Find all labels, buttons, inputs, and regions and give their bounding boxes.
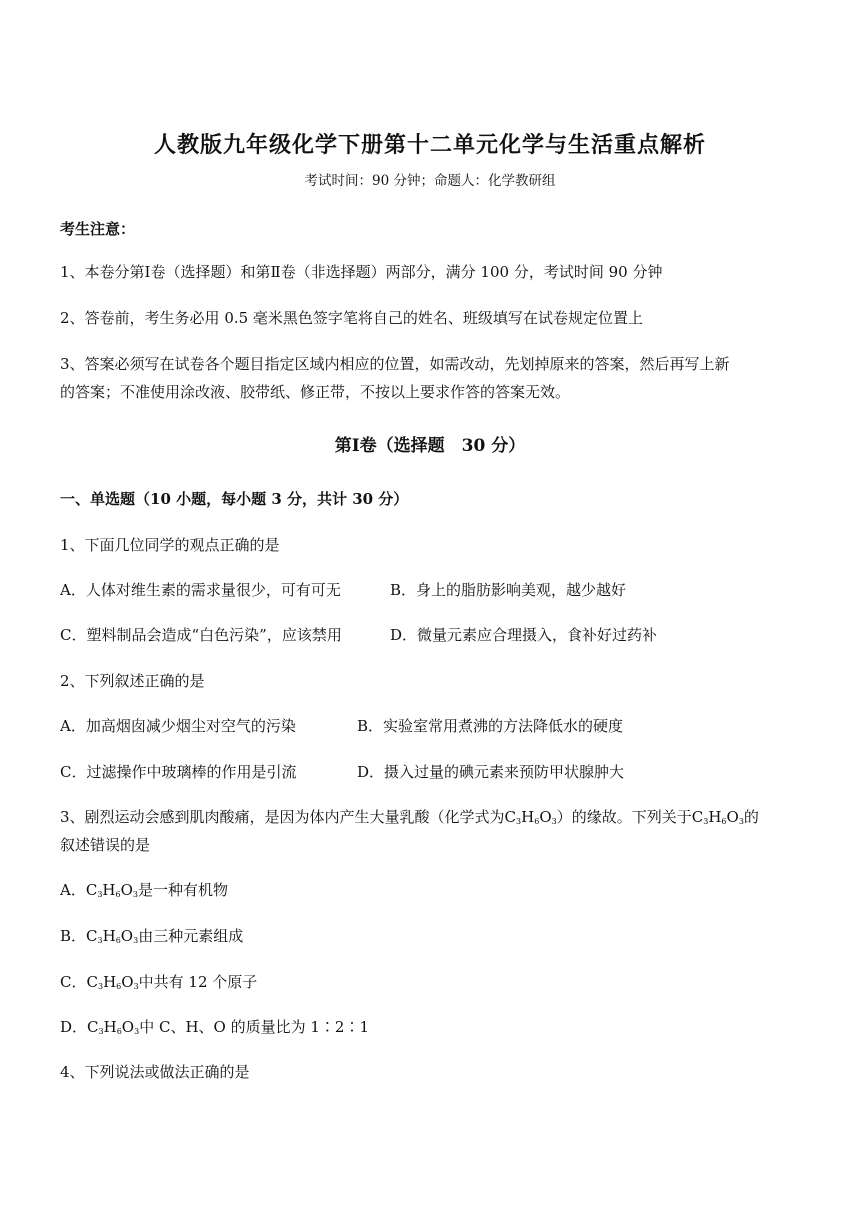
question-2-option-b: B．实验室常用煮沸的方法降低水的硬度 [357,717,624,735]
formula: $C_3H_6O_3$ [86,973,139,991]
question-3-stem-line1 [60,807,759,827]
part-heading: 一、单选题（10 小题，每小题 3 分，共计 30 分） [60,490,409,508]
question-1-option-a: A．人体对维生素的需求量很少，可有可无 [60,581,341,599]
question-3-option-c: C．$C_3H_6O_3$中共有 12 个原子 [60,973,258,991]
formula: $C_3H_6O_3$ [86,927,139,945]
question-3-stem-mid: ）的缘故。下列关于 [556,808,692,826]
page-title: 人教版九年级化学下册第十二单元化学与生活重点解析 [153,132,706,158]
question-1-stem: 1、下面几位同学的观点正确的是 [60,536,280,554]
formula: $C_3H_6O_3$ [691,808,744,826]
question-1-option-d: D．微量元素应合理摄入，食补好过药补 [390,626,658,644]
question-1-option-b: B．身上的脂肪影响美观，越少越好 [390,581,627,599]
question-3-option-a: A．$C_3H_6O_3$是一种有机物 [60,881,229,899]
question-2-stem: 2、下列叙述正确的是 [60,672,205,690]
formula: $C_3H_6O_3$ [87,1018,140,1036]
question-2-option-d: D．摄入过量的碘元素来预防甲状腺肿大 [357,763,625,781]
notice-item-2: 2、答卷前，考生务必用 0.5 毫米黑色签字笔将自己的姓名、班级填写在试卷规定位置上 [60,309,643,327]
notice-item-3-line1: 3、答案必须写在试卷各个题目指定区域内相应的位置，如需改动，先划掉原来的答案，然后再写上新 [60,355,730,373]
question-3-stem-pre: 3、剧烈运动会感到肌肉酸痛，是因为体内产生大量乳酸（化学式为 [60,808,505,826]
page-subtitle: 考试时间：90 分钟；命题人：化学教研组 [304,173,556,189]
formula: $C_3H_6O_3$ [85,881,139,899]
question-1-option-c: C．塑料制品会造成“白色污染”，应该禁用 [60,626,342,644]
question-2-option-a: A．加高烟囱减少烟尘对空气的污染 [60,717,296,735]
question-4-stem: 4、下列说法或做法正确的是 [60,1063,250,1081]
question-3-stem-line2: 叙述错误的是 [60,836,151,854]
formula: $C_3H_6O_3$ [504,808,557,826]
notice-item-3-line2: 的答案；不准使用涂改液、胶带纸、修正带，不按以上要求作答的答案无效。 [60,383,571,401]
notice-heading: 考生注意： [60,220,136,238]
section-title: 第Ⅰ卷（选择题 30 分） [334,436,526,456]
notice-item-1: 1、本卷分第Ⅰ卷（选择题）和第Ⅱ卷（非选择题）两部分，满分 100 分，考试时间 90 分钟 [60,263,663,281]
question-3-option-b: B．$C_3H_6O_3$由三种元素组成 [60,927,244,945]
question-2-option-c: C．过滤操作中玻璃棒的作用是引流 [60,763,297,781]
question-3-option-d: D．$C_3H_6O_3$中 C、H、O 的质量比为 1∶2∶1 [60,1018,369,1036]
question-3-stem-post: 的 [743,808,759,826]
